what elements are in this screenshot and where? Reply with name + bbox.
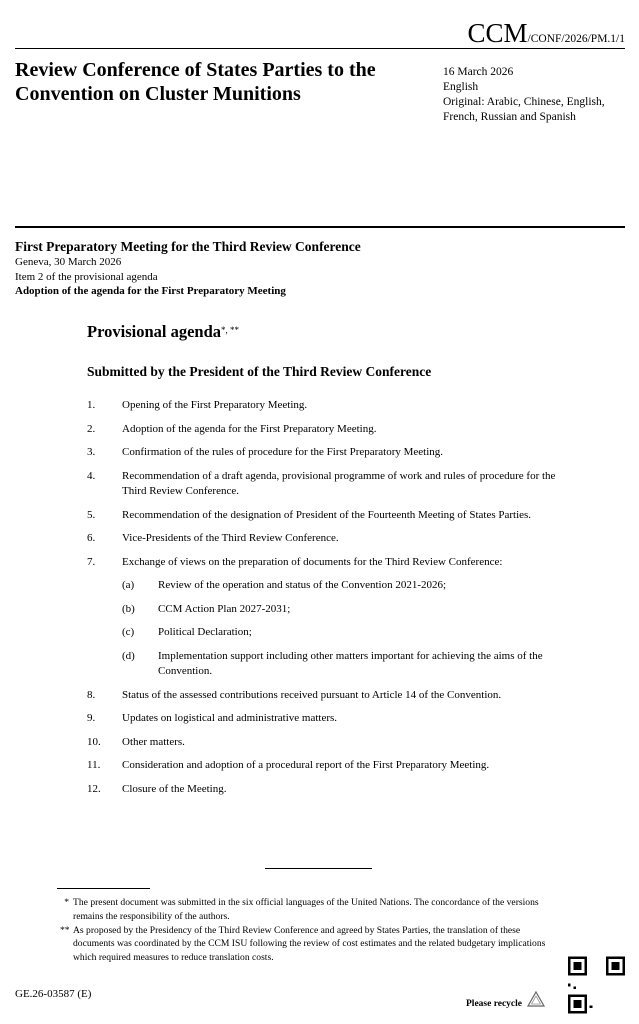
agenda-number: 6. <box>87 532 96 544</box>
document-meta <box>443 65 633 125</box>
conference-title: Review Conference of States Parties to the Convention on Cluster Munitions <box>15 59 376 105</box>
agenda-text: Adoption of the agenda for the First Preparatory Meeting. <box>122 422 377 435</box>
agenda-number: 9. <box>87 712 96 724</box>
meeting-place-date: Geneva, 30 March 2026 <box>15 256 122 268</box>
footnote-rule <box>57 888 150 889</box>
footnote-text: As proposed by the Presidency of the Third Review Conference and agreed by States Parties, the translation of these documents was coordinated by the CCM ISU following the review of cost estimates and the related budgetary implications which required measures to reduce translation costs. <box>73 924 546 964</box>
job-number: GE.26-03587 (E) <box>15 988 92 1000</box>
agenda-number: 5. <box>87 508 96 521</box>
agenda-text: Vice-Presidents of the Third Review Conference. <box>122 532 339 544</box>
agenda-text: Other matters. <box>122 735 185 748</box>
agenda-number: 7. <box>87 555 96 568</box>
agenda-number: 2. <box>87 422 96 435</box>
agenda-subitem <box>87 625 557 641</box>
recycle-notice <box>466 990 548 1012</box>
agenda-item <box>87 758 557 774</box>
agenda-number: 10. <box>87 735 101 748</box>
agenda-item <box>87 782 557 798</box>
subitem-letter: (a) <box>122 579 135 591</box>
section-rule <box>15 226 625 228</box>
footnotes <box>60 896 560 965</box>
agenda-item <box>87 555 557 571</box>
qr-code-icon <box>568 955 625 1015</box>
agenda-item <box>87 508 557 524</box>
subitem-letter: (c) <box>122 626 135 638</box>
original-languages: Original: Arabic, Chinese, English, French, Russian and Spanish <box>443 96 605 123</box>
agenda-text: Confirmation of the rules of procedure for the First Preparatory Meeting. <box>122 446 444 458</box>
agenda-item <box>87 531 557 547</box>
agenda-text: Recommendation of the designation of President of the Fourteenth Meeting of States Parties. <box>122 508 532 521</box>
subitem-text: CCM Action Plan 2027-2031; <box>158 602 291 615</box>
footnote-mark: ** <box>60 924 70 936</box>
header-rule <box>15 48 625 49</box>
agenda-number: 1. <box>87 399 96 411</box>
agenda-item <box>87 445 557 461</box>
footnote <box>60 924 560 965</box>
recycle-icon <box>524 990 548 1012</box>
recycle-text: Please recycle <box>466 999 522 1009</box>
agenda-text: Status of the assessed contributions received pursuant to Article 14 of the Convention. <box>122 688 502 701</box>
agenda-list <box>87 398 557 805</box>
subitem-text: Political Declaration; <box>158 626 252 638</box>
language: English <box>443 81 479 93</box>
subitem-letter: (b) <box>122 602 135 615</box>
agenda-item <box>87 735 557 751</box>
agenda-text: Recommendation of a draft agenda, provisional programme of work and rules of procedure for the Third Review Conference. <box>122 469 556 497</box>
agenda-text: Consideration and adoption of a procedural report of the First Preparatory Meeting. <box>122 759 490 771</box>
footnote <box>60 896 560 924</box>
subheading: Submitted by the President of the Third Review Conference <box>87 364 432 379</box>
agenda-item <box>87 688 557 704</box>
end-rule <box>265 868 372 869</box>
heading-text: Provisional agenda <box>87 322 222 341</box>
footnote-text: The present document was submitted in the six official languages of the United Nations. The concordance of the versions remains the responsibility of the authors. <box>73 897 539 922</box>
subitem-letter: (d) <box>122 649 135 662</box>
agenda-number: 3. <box>87 446 96 458</box>
agenda-text: Exchange of views on the preparation of documents for the Third Review Conference: <box>122 555 503 568</box>
agenda-number: 4. <box>87 469 96 482</box>
date: 16 March 2026 <box>443 66 514 78</box>
meeting-info <box>15 238 361 299</box>
symbol-prefix: CCM <box>467 18 528 48</box>
agenda-number: 11. <box>87 759 101 771</box>
document-symbol <box>468 18 625 49</box>
agenda-item <box>87 711 557 727</box>
agenda-subitem <box>87 602 557 618</box>
agenda-item-ref: Item 2 of the provisional agenda <box>15 270 158 283</box>
symbol-suffix: /CONF/2026/PM.1/1 <box>527 33 625 45</box>
footnote-mark: * <box>64 897 69 908</box>
agenda-item <box>87 422 557 438</box>
agenda-item <box>87 398 557 414</box>
agenda-text: Opening of the First Preparatory Meeting. <box>122 399 308 411</box>
subitem-text: Review of the operation and status of the Convention 2021-2026; <box>158 579 447 591</box>
footnote-marks: *, ** <box>221 325 240 335</box>
agenda-subitem <box>87 649 557 680</box>
agenda-text: Updates on logistical and administrative matters. <box>122 712 338 724</box>
agenda-item <box>87 469 557 500</box>
subitem-text: Implementation support including other matters important for achieving the aims of the Convention. <box>158 649 543 677</box>
agenda-text: Closure of the Meeting. <box>122 782 227 795</box>
agenda-number: 8. <box>87 688 96 701</box>
page-title <box>87 322 239 342</box>
agenda-number: 12. <box>87 782 101 795</box>
agenda-subitem <box>87 578 557 594</box>
meeting-name: First Preparatory Meeting for the Third Review Conference <box>15 239 361 254</box>
agenda-item-title: Adoption of the agenda for the First Preparatory Meeting <box>15 285 286 297</box>
